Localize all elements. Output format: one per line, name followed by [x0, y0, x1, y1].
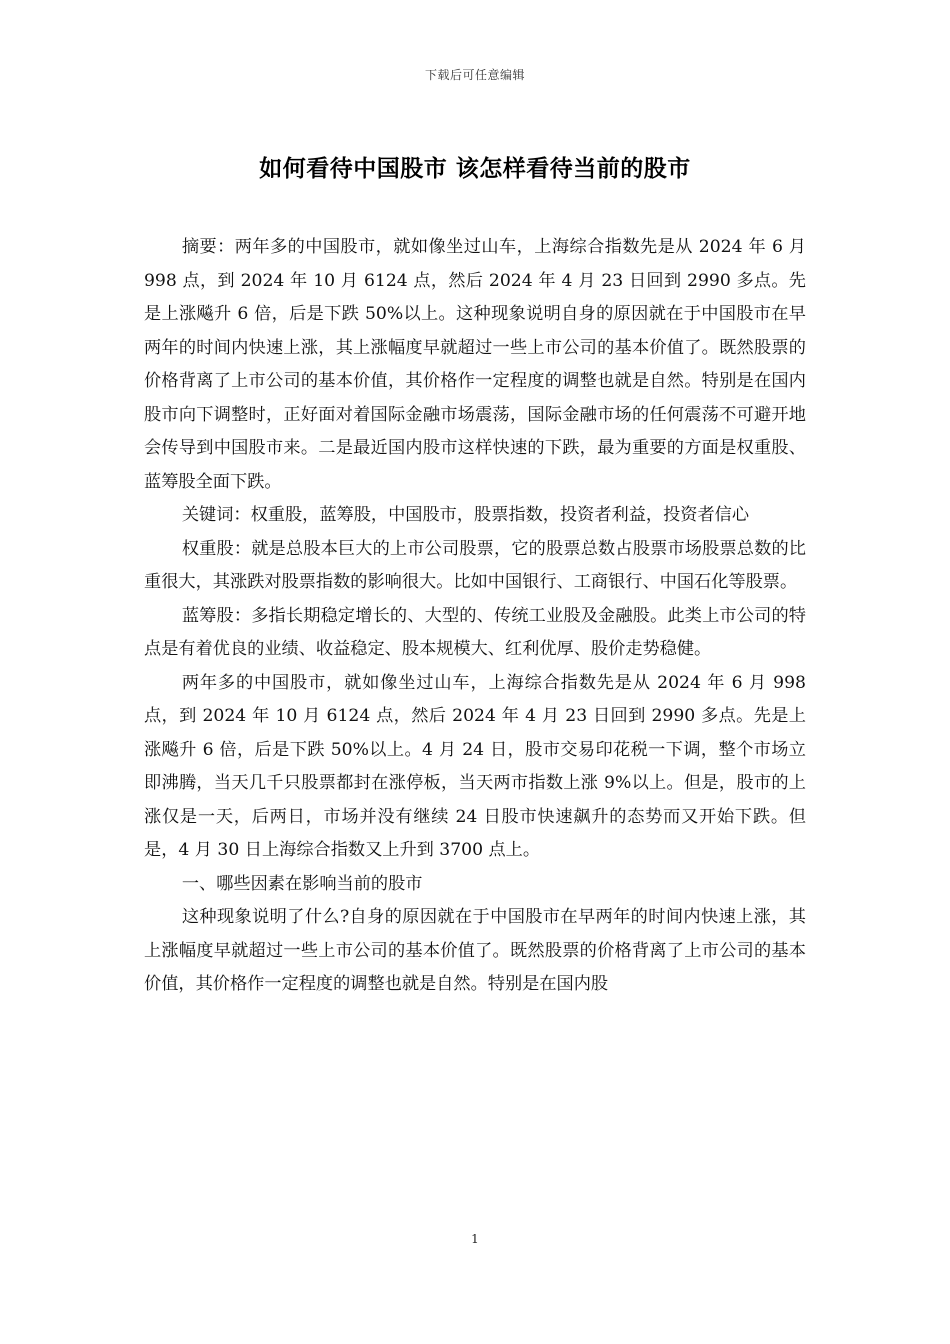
page-number: 1	[471, 1232, 479, 1246]
document-title: 如何看待中国股市 该怎样看待当前的股市	[259, 155, 691, 182]
definition-heavyweight-paragraph: 权重股：就是总股本巨大的上市公司股票，它的股票总数占股票市场股票总数的比重很大，其涨跌对股票指数的影响很大。比如中国银行、工商银行、中国石化等股票。	[144, 538, 806, 592]
keywords-paragraph: 关键词：权重股，蓝筹股，中国股市，股票指数，投资者利益，投资者信心	[181, 505, 750, 525]
document-body	[144, 231, 806, 1002]
section-heading: 一、哪些因素在影响当前的股市	[181, 873, 423, 894]
header-note: 下载后可任意编辑	[424, 68, 525, 82]
definition-bluechip-paragraph: 蓝筹股：多指长期稳定增长的、大型的、传统工业股及金融股。此类上市公司的特点是有着优良的业绩、收益稳定、股本规模大、红利优厚、股价走势稳健。	[144, 605, 806, 659]
analysis-paragraph: 这种现象说明了什么?自身的原因就在于中国股市在早两年的时间内快速上涨，其上涨幅度早就超过一些上市公司的基本价值了。既然股票的价格背离了上市公司的基本价值，其价格作一定程度的调整也就是自然。特别是在国内股	[144, 907, 806, 994]
abstract-paragraph: 摘要：两年多的中国股市，就如像坐过山车，上海综合指数先是从 2024 年 6 月 998 点，到 2024 年 10 月 6124 点，然后 2024 年 4 月 23 日回到 2990 多点。先是上涨飚升 6 倍，后是下跌 50%以上。这种现象说明自身的原因就在于中国股市在早两年的时间内快速上涨，其上涨幅度早就超过一些上市公司的基本价值了。既然股票的价格背离了上市公司的基本价值，其价格作一定程度的调整也就是自然。特别是在国内股市向下调整时，正好面对着国际金融市场震荡，国际金融市场的任何震荡不可避开地会传导到中国股市来。二是最近国内股市这样快速的下跌，最为重要的方面是权重股、蓝筹股全面下跌。	[144, 237, 806, 492]
market-overview-paragraph: 两年多的中国股市，就如像坐过山车，上海综合指数先是从 2024 年 6 月 998 点，到 2024 年 10 月 6124 点，然后 2024 年 4 月 23 日回到 2990 多点。先是上涨飚升 6 倍，后是下跌 50%以上。4 月 24 日，股市交易印花税一下调，整个市场立即沸腾，当天几千只股票都封在涨停板，当天两市指数上涨 9%以上。但是，股市的上涨仅是一天，后两日，市场并没有继续 24 日股市快速飙升的态势而又开始下跌。但是，4 月 30 日上海综合指数又上升到 3700 点上。	[144, 672, 806, 860]
